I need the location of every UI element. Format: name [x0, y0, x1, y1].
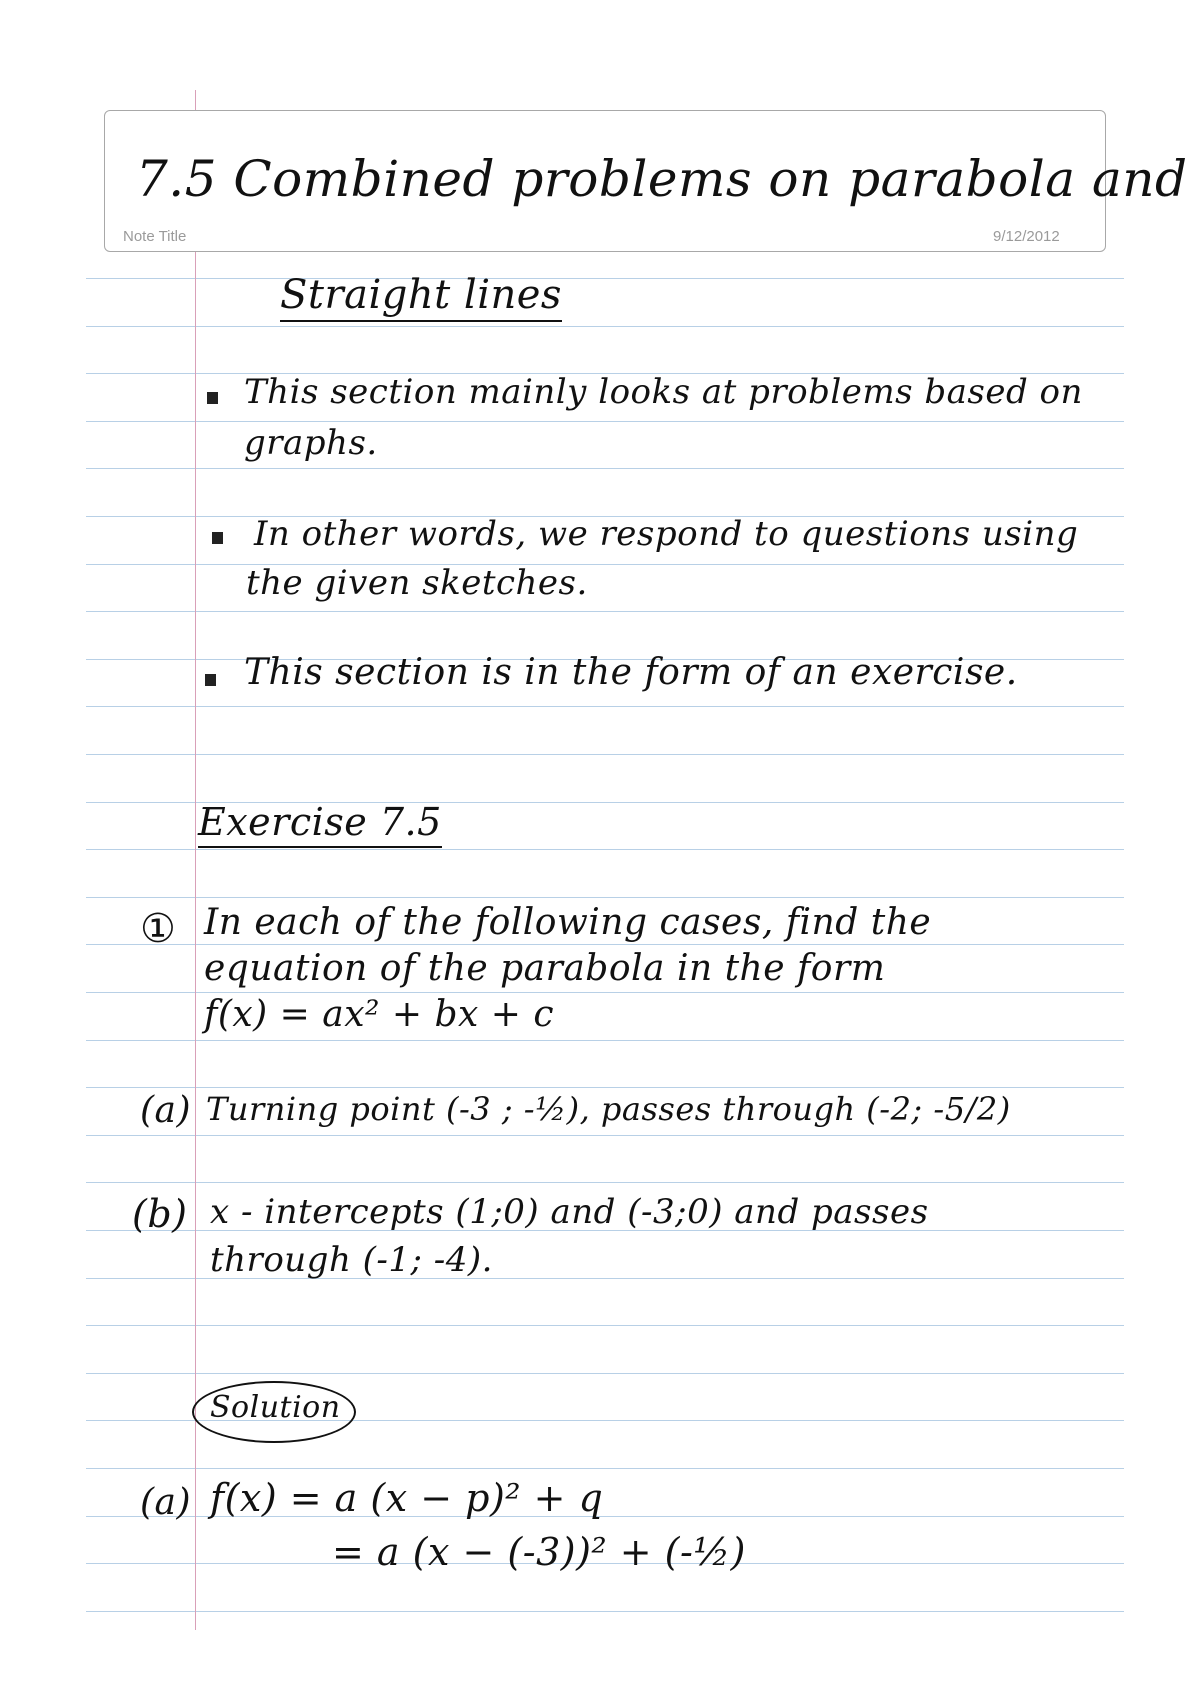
ruled-line [86, 992, 1124, 993]
solution-part-label: (a) [140, 1482, 192, 1523]
ruled-line [86, 1040, 1124, 1041]
ruled-line [86, 754, 1124, 755]
note-title-label: Note Title [123, 228, 187, 245]
part-a-label: (a) [140, 1090, 192, 1131]
bullet-square-icon [207, 392, 218, 404]
solution-label: Solution [210, 1390, 341, 1425]
ruled-line [86, 944, 1124, 945]
ruled-line [86, 1325, 1124, 1326]
ruled-line [86, 1135, 1124, 1136]
part-b-line1: x - intercepts (1;0) and (-3;0) and passes [210, 1192, 929, 1232]
ruled-line [86, 897, 1124, 898]
question-number: ① [140, 906, 177, 952]
bullet-square-icon [212, 532, 223, 544]
ruled-line [86, 1087, 1124, 1088]
question-1-line3: f(x) = ax² + bx + c [204, 994, 555, 1035]
bullet-square-icon [205, 674, 216, 686]
ruled-line [86, 421, 1124, 422]
ruled-line [86, 1182, 1124, 1183]
ruled-line [86, 706, 1124, 707]
bullet-3-line1: This section is in the form of an exercise. [244, 652, 1018, 693]
bullet-2-line1: In other words, we respond to questions using [254, 514, 1079, 554]
question-1-line2: equation of the parabola in the form [204, 948, 886, 989]
ruled-line [86, 468, 1124, 469]
part-a-text: Turning point (-3 ; -½), passes through (-2; -5/2) [206, 1090, 1011, 1128]
bullet-1-line1: This section mainly looks at problems based on [244, 372, 1083, 412]
part-b-label: (b) [132, 1192, 188, 1236]
part-b-line2: through (-1; -4). [210, 1240, 493, 1280]
ruled-line [86, 1611, 1124, 1612]
question-1-line1: In each of the following cases, find the [204, 902, 932, 943]
ruled-line [86, 849, 1124, 850]
bullet-2-line2: the given sketches. [246, 563, 588, 603]
section-title-line1: 7.5 Combined problems on parabola and [136, 150, 1188, 208]
solution-line2: = a (x − (-3))² + (-½) [332, 1530, 746, 1574]
ruled-line [86, 326, 1124, 327]
note-date: 9/12/2012 [993, 228, 1060, 245]
solution-line1: f(x) = a (x − p)² + q [210, 1476, 604, 1520]
ruled-line [86, 611, 1124, 612]
ruled-line [86, 1468, 1124, 1469]
exercise-heading: Exercise 7.5 [198, 800, 442, 848]
ruled-line [86, 1373, 1124, 1374]
ruled-line [86, 278, 1124, 279]
section-title-line2: Straight lines [280, 272, 562, 322]
bullet-1-line2: graphs. [244, 423, 378, 463]
margin-line [195, 90, 196, 1630]
ruled-line [86, 564, 1124, 565]
